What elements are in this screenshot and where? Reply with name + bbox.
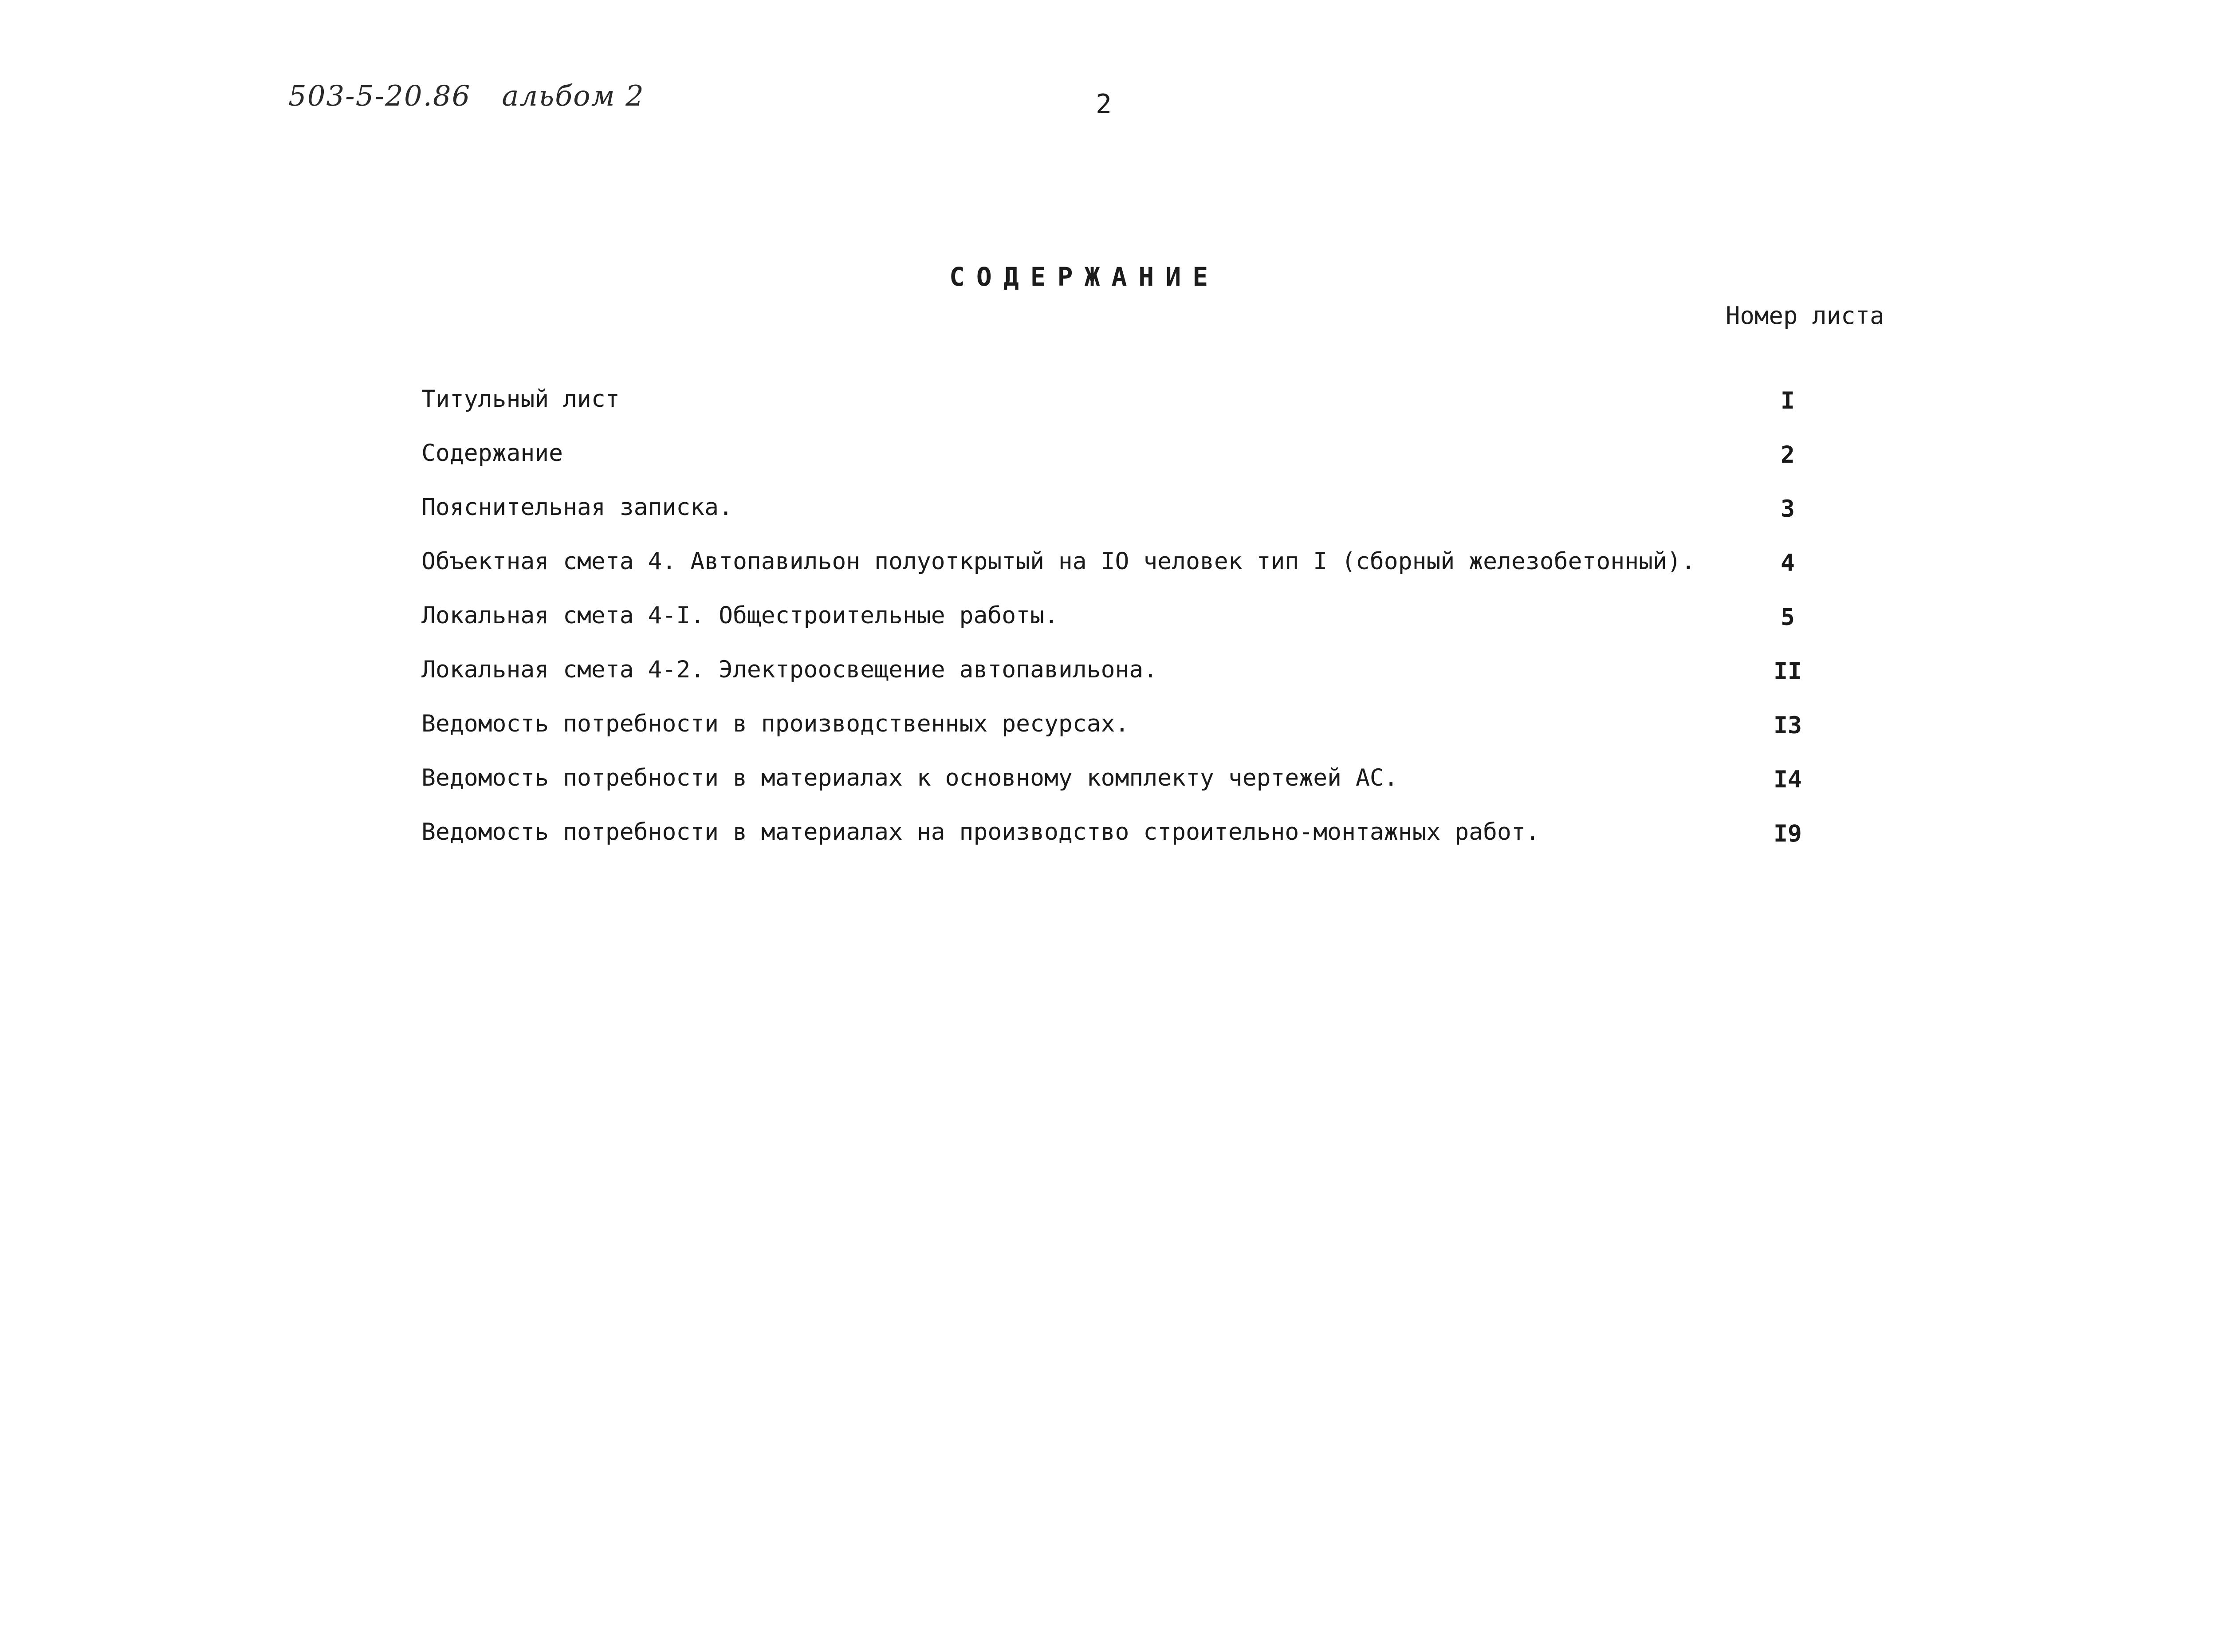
toc-sheet-number: 2	[1781, 441, 1795, 468]
toc-sheet-number: I9	[1774, 820, 1802, 847]
toc-entry-text: Содержание	[421, 440, 563, 467]
toc-sheet-number: 3	[1781, 496, 1795, 523]
toc-row	[421, 652, 1841, 706]
toc-entry-text: Пояснительная записка.	[421, 494, 733, 521]
toc-row	[421, 814, 1841, 869]
toc-sheet-number: 4	[1781, 550, 1795, 577]
toc-row	[421, 436, 1841, 490]
toc-row	[421, 544, 1841, 598]
toc-sheet-number: I4	[1774, 766, 1802, 793]
toc-entry-text: Ведомость потребности в материалах к основному комплекту чертежей АС.	[421, 764, 1398, 791]
document-code: 503-5-20.86	[288, 80, 471, 113]
page-number: 2	[1096, 89, 1112, 120]
toc-entry-text: Ведомость потребности в материалах на производство строительно-монтажных работ.	[421, 818, 1540, 846]
page-title: СОДЕРЖАНИЕ	[949, 262, 1220, 292]
toc-entry-text: Ведомость потребности в производственных ресурсах.	[421, 710, 1129, 737]
toc-row	[421, 382, 1841, 436]
toc-entry-text: Локальная смета 4-2. Электроосвещение автопавильона.	[421, 656, 1158, 683]
handwritten-header	[288, 80, 645, 113]
toc-sheet-number: I	[1781, 387, 1795, 414]
album-label: альбом 2	[502, 80, 645, 113]
toc-sheet-number: I3	[1774, 712, 1802, 739]
toc-row	[421, 706, 1841, 760]
toc-row	[421, 760, 1841, 814]
toc-row	[421, 598, 1841, 652]
toc-entry-text: Титульный лист	[421, 385, 620, 413]
toc-row	[421, 490, 1841, 544]
table-of-contents	[421, 382, 1841, 869]
toc-entry-text: Объектная смета 4. Автопавильон полуоткрытый на IO человек тип I (сборный железобетонный).	[421, 548, 1695, 575]
sheet-number-column-header: Номер листа	[1726, 302, 1884, 330]
toc-sheet-number: II	[1774, 658, 1802, 685]
toc-sheet-number: 5	[1781, 604, 1795, 631]
toc-entry-text: Локальная смета 4-I. Общестроительные работы.	[421, 602, 1058, 629]
